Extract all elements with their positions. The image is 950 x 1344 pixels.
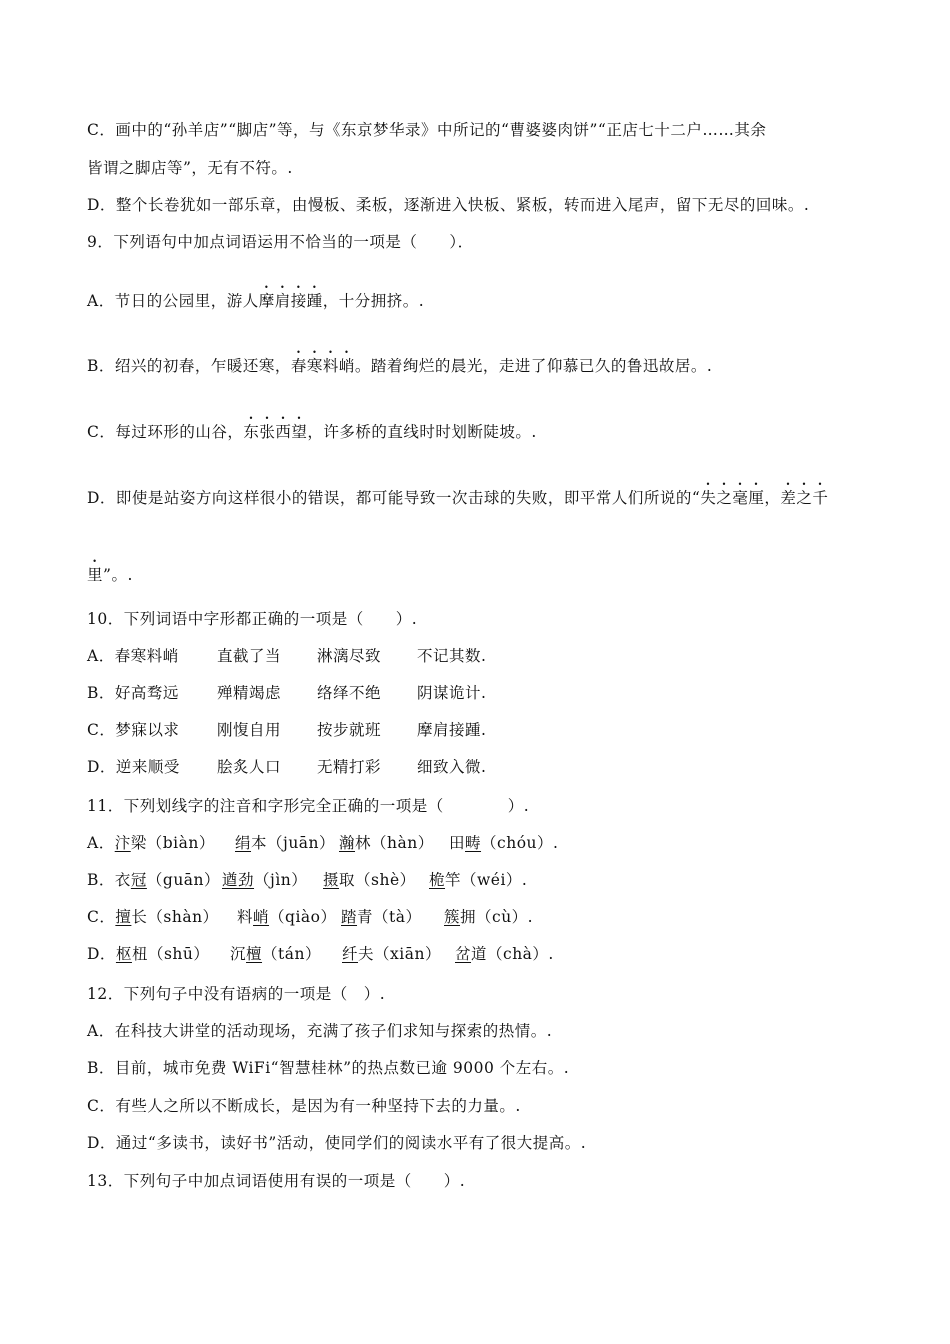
text: （jìn） xyxy=(254,871,308,889)
text: 田 xyxy=(449,834,466,852)
text: 取（shè） xyxy=(339,871,416,889)
underlined-char: 簇 xyxy=(444,908,461,926)
q9-option-b xyxy=(87,348,712,377)
q9-option-d-line1 xyxy=(87,480,828,509)
text: D．即使是站姿方向这样很小的错误，都可能导致一次击球的失败，即平常人们所说的“ xyxy=(87,489,701,507)
q13-stem: 13．下列句子中加点词语使用有误的一项是（ ）. xyxy=(87,1172,466,1190)
underlined-char: 岔 xyxy=(455,945,472,963)
dotted-word: 失之毫厘 xyxy=(700,489,765,507)
word: 细致入微. xyxy=(417,758,487,776)
text: A． xyxy=(87,834,115,852)
word: 无精打彩 xyxy=(317,758,382,776)
underlined-char: 峭 xyxy=(253,908,270,926)
underlined-char: 桅 xyxy=(429,871,446,889)
q8-option-c-line2: 皆谓之脚店等”，无有不符。. xyxy=(87,159,293,177)
text: 梁（biàn） xyxy=(130,834,215,852)
q8-option-c-line1: C．画中的“孙羊店”“脚店”等，与《东京梦华录》中所记的“曹婆婆肉饼”“正店七十二户……其余 xyxy=(87,121,767,139)
text: 。踏着绚烂的晨光，走进了仰慕已久的鲁迅故居。. xyxy=(354,357,713,375)
underlined-char: 擅 xyxy=(115,908,132,926)
q9-stem: 9．下列语句中加点词语运用不恰当的一项是（ ）． xyxy=(87,233,474,251)
text: 林（hàn） xyxy=(355,834,434,852)
dotted-word: 东张西望 xyxy=(243,423,308,441)
text: D． xyxy=(87,945,116,963)
underlined-char: 纤 xyxy=(342,945,359,963)
text: 长（shàn） xyxy=(131,908,219,926)
q12-option-c: C．有些人之所以不断成长，是因为有一种坚持下去的力量。. xyxy=(87,1097,521,1115)
underlined-char: 枢 xyxy=(115,945,132,963)
underlined-char: 冠 xyxy=(130,871,147,889)
underlined-char: 绢 xyxy=(235,834,252,852)
word: D．逆来顺受 xyxy=(87,758,180,776)
underlined-char: 畴 xyxy=(465,834,482,852)
text: ，十分拥挤。. xyxy=(322,292,425,310)
word: 不记其数. xyxy=(417,647,487,665)
text: 本（juān） xyxy=(251,834,336,852)
text: A．节日的公园里，游人 xyxy=(87,292,259,310)
text: 道（chà）. xyxy=(471,945,554,963)
text: 沉 xyxy=(230,945,247,963)
word: 摩肩接踵. xyxy=(417,721,487,739)
underlined-char: 踏 xyxy=(341,908,358,926)
underlined-char: 檀 xyxy=(246,945,263,963)
text: B．衣 xyxy=(87,871,131,889)
word: 直截了当 xyxy=(217,647,282,665)
dotted-word: 摩肩接踵 xyxy=(258,292,323,310)
underlined-char: 劲 xyxy=(238,871,255,889)
text: B．绍兴的初春，乍暖还寒， xyxy=(87,357,291,375)
underlined-char: 瀚 xyxy=(339,834,356,852)
text: 青（tà） xyxy=(357,908,422,926)
q9-option-d-line2 xyxy=(87,557,133,586)
text: （guān） xyxy=(146,871,221,889)
text: C． xyxy=(87,908,116,926)
word: 脍炙人口 xyxy=(217,758,282,776)
text: ，许多桥的直线时时划断陡坡。. xyxy=(307,423,537,441)
q11-stem: 11．下列划线字的注音和字形完全正确的一项是（ ）. xyxy=(87,797,530,815)
text: 杻（shū） xyxy=(131,945,210,963)
text: 夫（xiān） xyxy=(358,945,441,963)
q9-option-c xyxy=(87,414,537,443)
word: 殚精竭虑 xyxy=(217,684,282,702)
text: ， xyxy=(764,489,781,507)
text: （chóu）. xyxy=(481,834,559,852)
q12-option-a: A．在科技大讲堂的活动现场，充满了孩子们求知与探索的热情。. xyxy=(87,1022,553,1040)
text: 料 xyxy=(237,908,254,926)
underlined-char: 汴 xyxy=(114,834,131,852)
underlined-char: 遒 xyxy=(222,871,239,889)
word: 刚愎自用 xyxy=(217,721,282,739)
text: （tán） xyxy=(262,945,321,963)
text: C．每过环形的山谷， xyxy=(87,423,244,441)
text: （qiào） xyxy=(269,908,337,926)
word: 阴谋诡计. xyxy=(417,684,487,702)
text: 拥（cù）. xyxy=(460,908,534,926)
dotted-word: 春寒料峭 xyxy=(290,357,355,375)
word: 按步就班 xyxy=(317,721,382,739)
word: C．梦寐以求 xyxy=(87,721,180,739)
dotted-word: 差之千 xyxy=(780,489,829,507)
text: ”。. xyxy=(103,566,133,584)
word: 淋漓尽致 xyxy=(317,647,382,665)
q10-stem: 10．下列词语中字形都正确的一项是（ ）. xyxy=(87,610,418,628)
q12-option-d: D．通过“多读书，读好书”活动，使同学们的阅读水平有了很大提高。. xyxy=(87,1134,587,1152)
dotted-word: 里 xyxy=(87,566,104,584)
q8-option-d: D．整个长卷犹如一部乐章，由慢板、柔板，逐渐进入快板、紧板，转而进入尾声，留下无尽的回味。. xyxy=(87,196,810,214)
text: 竿（wéi）. xyxy=(445,871,528,889)
q12-option-b: B．目前，城市免费 WiFi“智慧桂林”的热点数已逾 9000 个左右。. xyxy=(87,1059,570,1077)
q12-stem: 12．下列句子中没有语病的一项是（ ）. xyxy=(87,985,386,1003)
word: 络绎不绝 xyxy=(317,684,382,702)
underlined-char: 摄 xyxy=(323,871,340,889)
word: A．春寒料峭 xyxy=(87,647,179,665)
q9-option-a xyxy=(87,283,424,312)
word: B．好高骛远 xyxy=(87,684,179,702)
